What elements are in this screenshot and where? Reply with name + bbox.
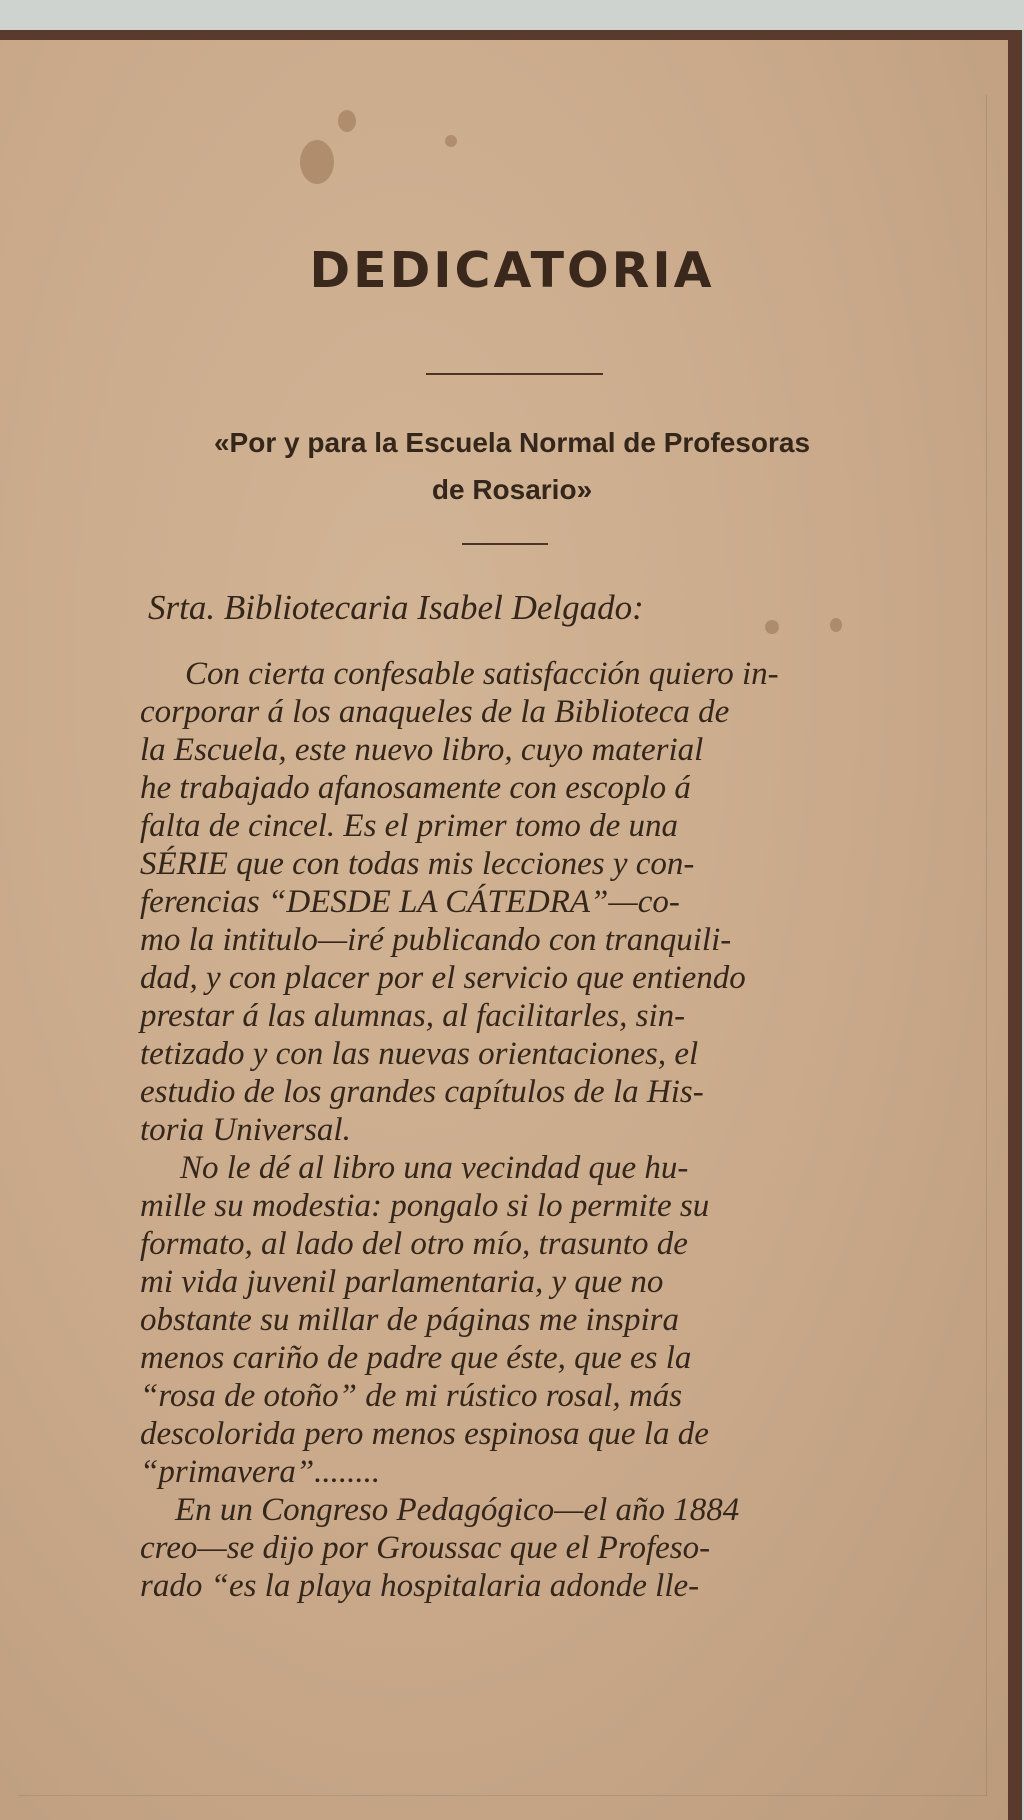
foxing-stain bbox=[830, 618, 842, 632]
body-line: “rosa de otoño” de mi rústico rosal, más bbox=[140, 1378, 683, 1414]
body-line: “primavera”........ bbox=[140, 1454, 381, 1490]
body-line: corporar á los anaqueles de la Biblioteca de bbox=[140, 694, 730, 730]
body-line: ferencias “DESDE LA CÁTEDRA”—co- bbox=[140, 884, 680, 920]
motto-line-2: de Rosario» bbox=[431, 474, 593, 505]
body-line: prestar á las alumnas, al facilitarles, sin- bbox=[140, 998, 686, 1034]
body-line: mi vida juvenil parlamentaria, y que no bbox=[140, 1264, 664, 1300]
body-line: descolorida pero menos espinosa que la de bbox=[140, 1416, 709, 1452]
body-line: En un Congreso Pedagógico—el año 1884 bbox=[175, 1492, 740, 1528]
body-line: SÉRIE que con todas mis lecciones y con- bbox=[140, 846, 695, 882]
body-line: rado “es la playa hospitalaria adonde lle- bbox=[140, 1568, 700, 1604]
body-line: menos cariño de padre que éste, que es la bbox=[140, 1340, 692, 1376]
foxing-stain bbox=[445, 135, 457, 147]
body-line: dad, y con placer por el servicio que entiendo bbox=[140, 960, 746, 996]
body-line: tetizado y con las nuevas orientaciones, el bbox=[140, 1036, 699, 1072]
body-line: creo—se dijo por Groussac que el Profeso- bbox=[140, 1530, 711, 1566]
body-line: he trabajado afanosamente con escoplo á bbox=[140, 770, 691, 806]
body-line: Con cierta confesable satisfacción quiero in- bbox=[185, 656, 779, 692]
foxing-stain bbox=[338, 110, 356, 132]
body-line: mo la intitulo—iré publicando con tranquili- bbox=[140, 922, 732, 958]
body-line: formato, al lado del otro mío, trasunto de bbox=[140, 1226, 688, 1262]
body-line: No le dé al libro una vecindad que hu- bbox=[180, 1150, 689, 1186]
motto-divider bbox=[462, 543, 548, 545]
motto-line-1: «Por y para la Escuela Normal de Profesoras bbox=[213, 427, 811, 458]
page-title: DEDICATORIA bbox=[309, 242, 715, 299]
title-divider bbox=[426, 373, 603, 375]
salutation: Srta. Bibliotecaria Isabel Delgado: bbox=[148, 588, 644, 627]
body-line: mille su modestia: pongalo si lo permite su bbox=[140, 1188, 710, 1224]
body-line: obstante su millar de páginas me inspira bbox=[140, 1302, 680, 1338]
body-line: falta de cincel. Es el primer tomo de una bbox=[140, 808, 678, 844]
dedication-body bbox=[140, 655, 870, 1605]
body-line: estudio de los grandes capítulos de la His- bbox=[140, 1074, 704, 1110]
foxing-stain bbox=[765, 620, 779, 634]
body-line: la Escuela, este nuevo libro, cuyo material bbox=[140, 732, 704, 768]
body-line: toria Universal. bbox=[140, 1112, 351, 1148]
foxing-stain bbox=[300, 140, 334, 184]
